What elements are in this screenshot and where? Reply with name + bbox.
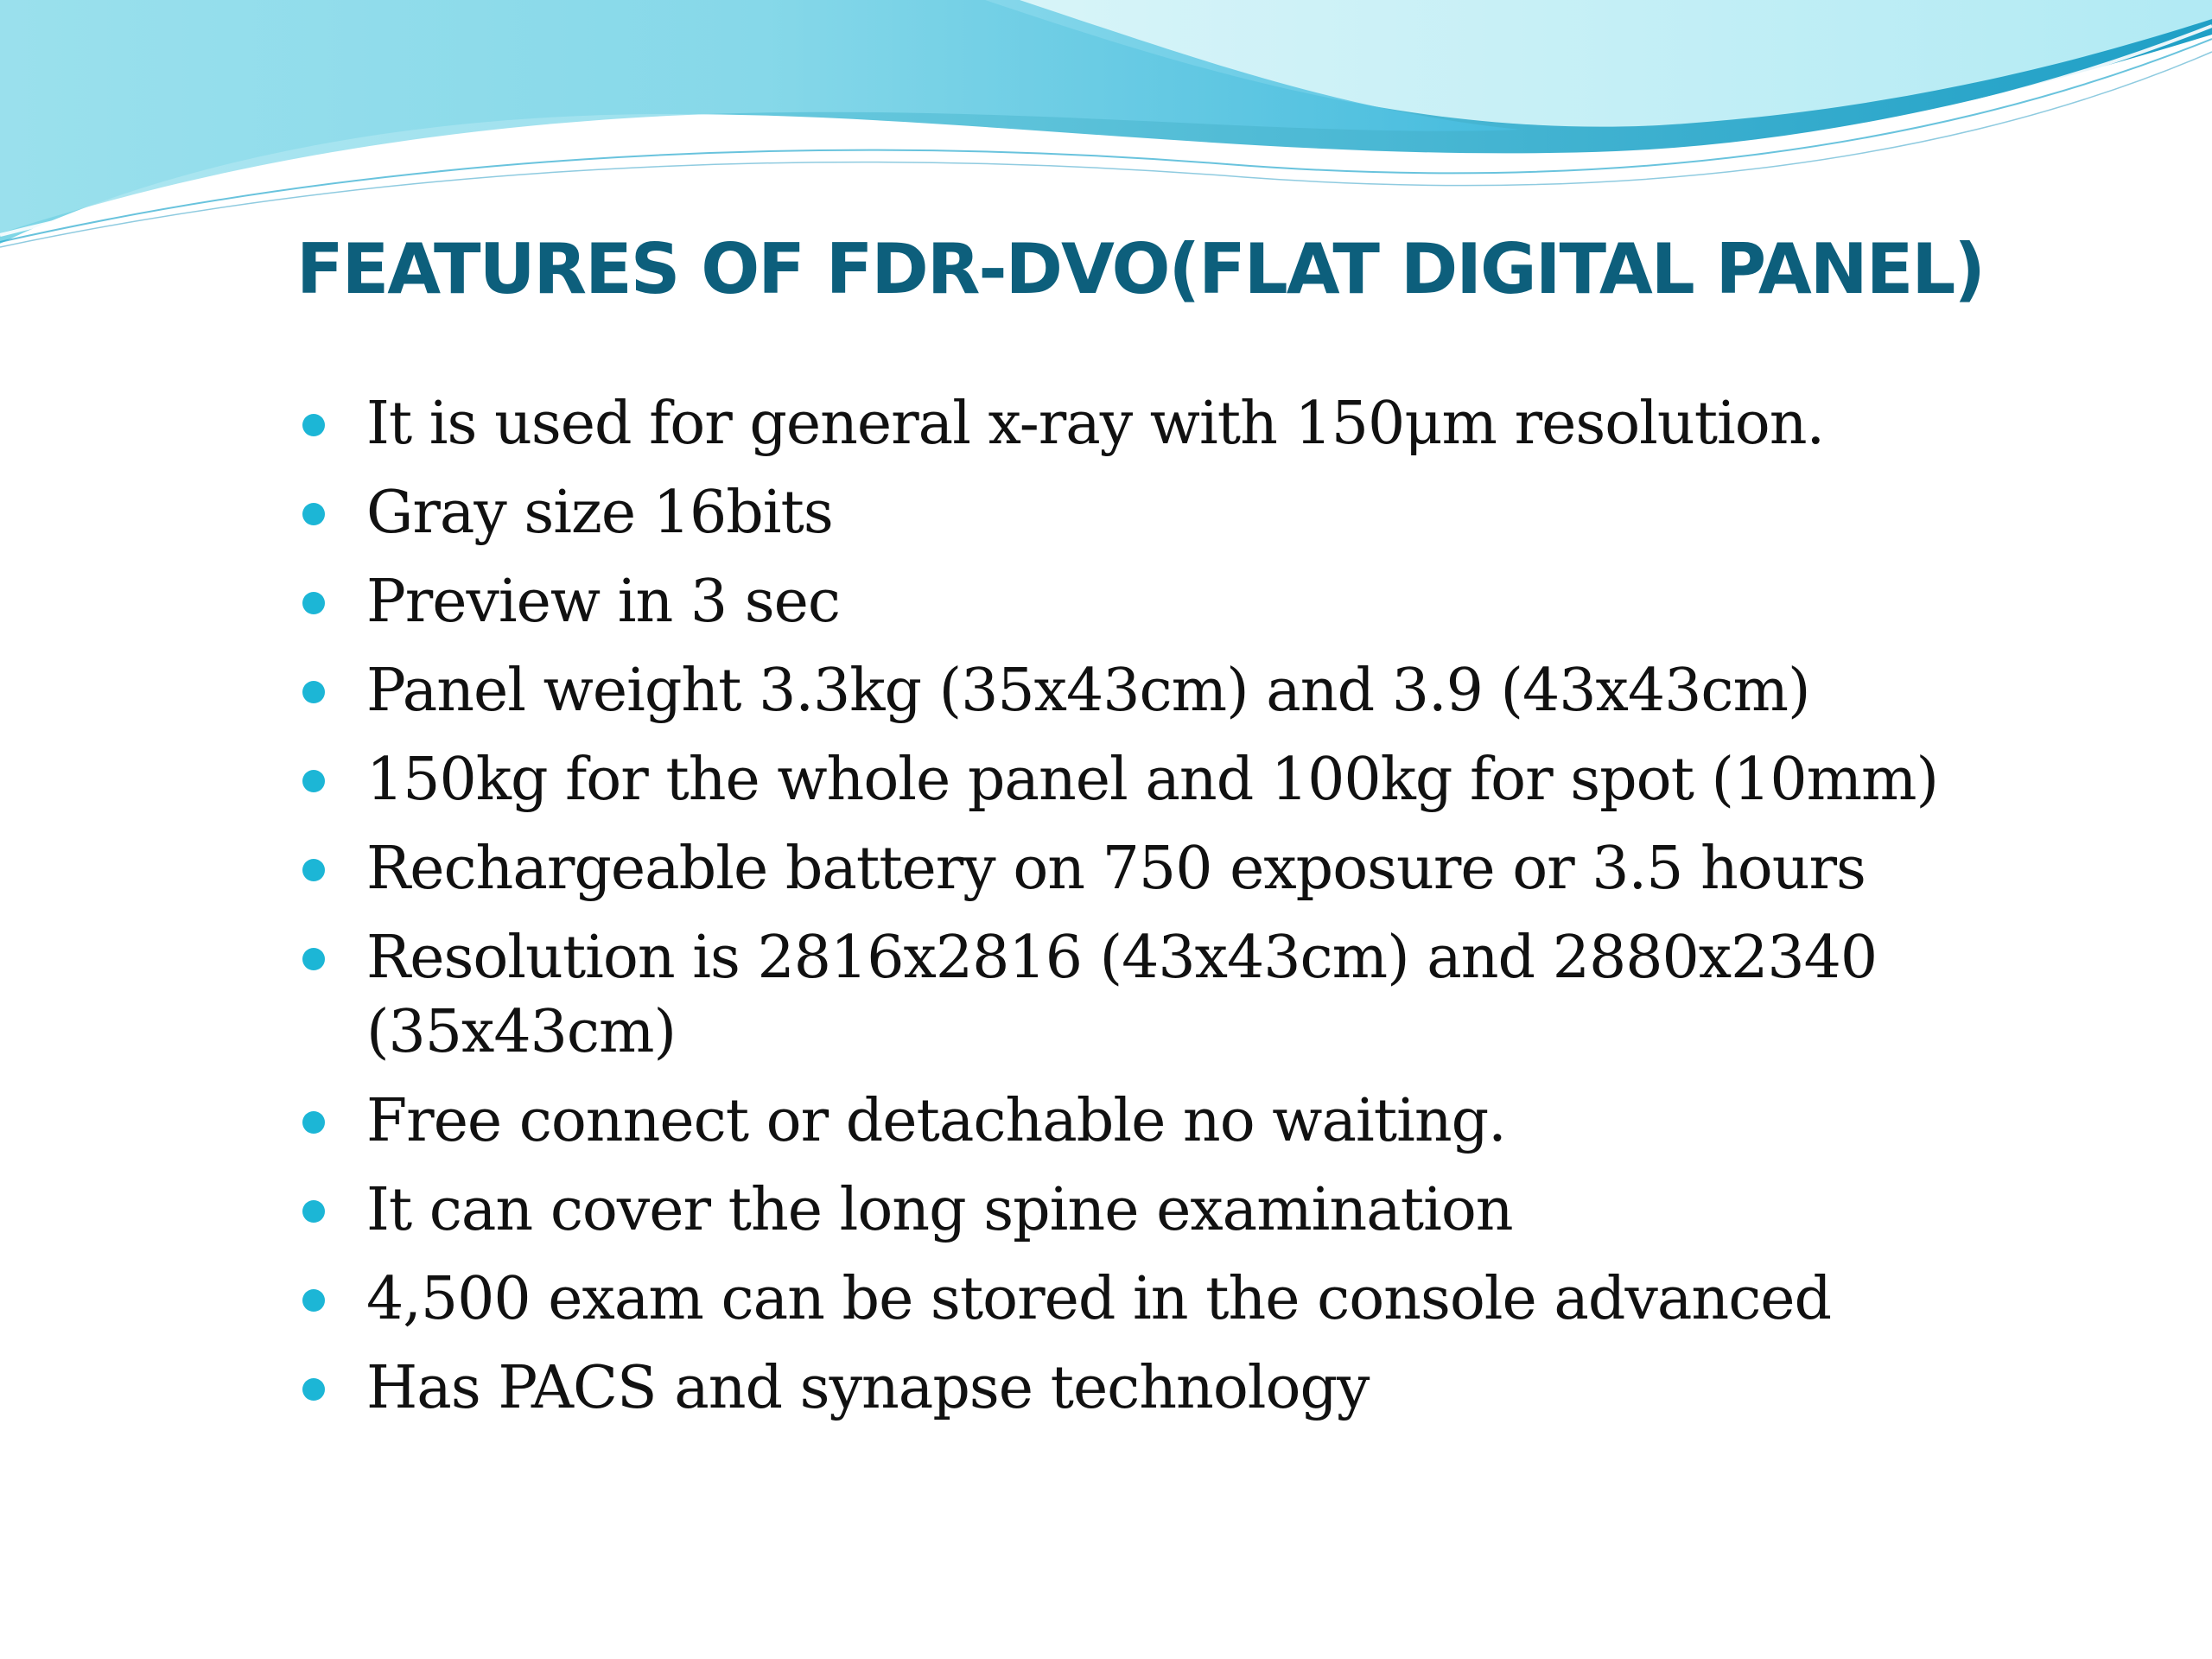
list-item <box>294 743 1987 817</box>
bullet-list <box>294 387 1987 1440</box>
bullet-dot-icon <box>302 1200 325 1223</box>
slide-title: FEATURES OF FDR-DVO(FLAT DIGITAL PANEL) <box>296 229 1984 309</box>
bullet-dot-icon <box>302 1289 325 1312</box>
bullet-text: Gray size 16bits <box>366 479 833 547</box>
list-item <box>294 832 1987 906</box>
list-item <box>294 1084 1987 1159</box>
list-item <box>294 1173 1987 1248</box>
bullet-text: It is used for general x-ray with 150μm resolution. <box>366 390 1825 458</box>
list-item <box>294 1351 1987 1426</box>
list-item <box>294 921 1987 1070</box>
list-item <box>294 1262 1987 1337</box>
list-item <box>294 654 1987 728</box>
header-wave-decoration <box>0 0 2212 259</box>
bullet-text: 150kg for the whole panel and 100kg for spot (10mm) <box>366 746 1939 814</box>
bullet-dot-icon <box>302 859 325 881</box>
bullet-text: It can cover the long spine examination <box>366 1176 1513 1244</box>
bullet-text: Panel weight 3.3kg (35x43cm) and 3.9 (43x43cm) <box>366 657 1810 725</box>
bullet-dot-icon <box>302 1378 325 1401</box>
bullet-text: Has PACS and synapse technology <box>366 1354 1370 1422</box>
bullet-text: Free connect or detachable no waiting. <box>366 1087 1506 1155</box>
bullet-dot-icon <box>302 503 325 525</box>
list-item <box>294 476 1987 550</box>
list-item <box>294 387 1987 461</box>
list-item <box>294 565 1987 639</box>
bullet-dot-icon <box>302 592 325 614</box>
bullet-dot-icon <box>302 1111 325 1134</box>
bullet-dot-icon <box>302 414 325 436</box>
bullet-dot-icon <box>302 770 325 792</box>
bullet-text: 4,500 exam can be stored in the console advanced <box>366 1265 1832 1333</box>
bullet-dot-icon <box>302 681 325 703</box>
bullet-dot-icon <box>302 948 325 970</box>
bullet-text: Preview in 3 sec <box>366 568 840 636</box>
bullet-text: Rechargeable battery on 750 exposure or 3.5 hours <box>366 835 1866 903</box>
bullet-text: Resolution is 2816x2816 (43x43cm) and 2880x2340 (35x43cm) <box>366 924 1878 1066</box>
